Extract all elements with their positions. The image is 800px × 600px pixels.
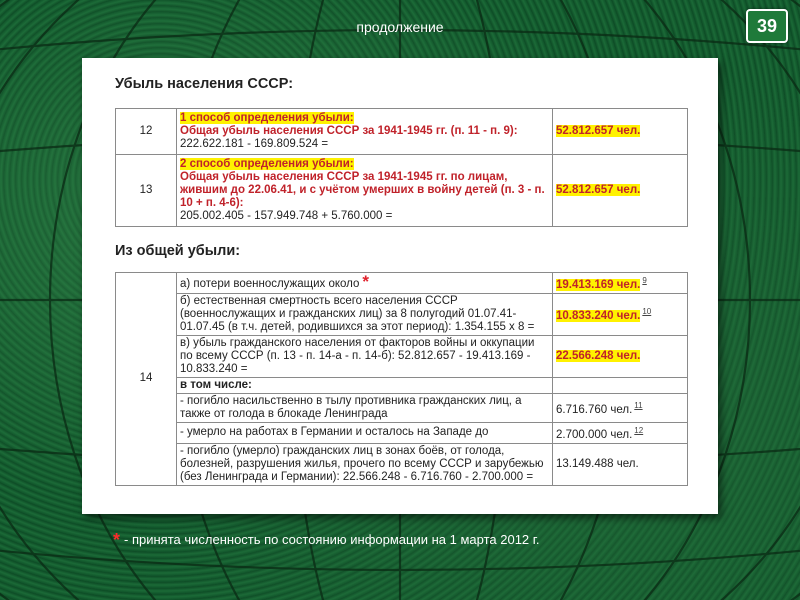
- row-value: 19.413.169 чел.: [556, 278, 641, 291]
- document-sheet: [82, 58, 718, 514]
- row-value-cell: [553, 293, 688, 335]
- losses-breakdown-table: [115, 272, 688, 486]
- row-number: 14: [116, 273, 177, 486]
- row-value-cell: [553, 273, 688, 294]
- row-value: 52.812.657 чел.: [556, 184, 641, 196]
- table-row: [116, 377, 688, 393]
- table-row: [116, 293, 688, 335]
- method-description: Общая убыль населения СССР за 1941-1945 гг. (п. 11 - п. 9):: [180, 125, 518, 137]
- row-number: 12: [116, 109, 177, 155]
- row-value-cell: [553, 335, 688, 377]
- row-text: а) потери военнослужащих около: [180, 277, 360, 290]
- method-heading: 2 способ определения убыли:: [180, 158, 354, 170]
- row-subheading: в том числе:: [177, 377, 553, 393]
- footnote: [113, 530, 540, 551]
- page-number-badge: 39: [746, 9, 788, 43]
- method-description: Общая убыль населения СССР за 1941-1945 гг. по лицам, жившим до 22.06.41, и с учётом умерших в войну детей (п. 3 - п. 10 + п. 4-6):: [180, 171, 545, 209]
- row-value: 13.149.488 чел.: [556, 457, 639, 470]
- header-title: продолжение: [356, 19, 444, 35]
- method-heading: 1 способ определения убыли:: [180, 112, 354, 124]
- section-title-losses: Убыль населения СССР:: [115, 76, 294, 92]
- row-description: - погибло насильственно в тылу противника гражданских лиц, а также от голода в блокаде Ленинграда: [177, 393, 553, 422]
- row-description: б) естественная смертность всего населения СССР (военнослужащих и гражданских лиц) за 8 полугодий 01.07.41-01.07.45 (в т.ч. детей, родившихся за этот период): 1.354.155 х 8 =: [177, 293, 553, 335]
- footnote-ref: 10: [642, 307, 652, 317]
- row-description: [177, 109, 553, 155]
- row-value-cell: [553, 393, 688, 422]
- row-value: 6.716.760 чел.: [556, 403, 633, 416]
- row-value-cell: [553, 155, 688, 227]
- row-value: 22.566.248 чел.: [556, 349, 641, 362]
- section-title-breakdown: Из общей убыли:: [115, 243, 241, 259]
- row-value-cell: [553, 422, 688, 443]
- row-description: [177, 273, 553, 294]
- table-row: [116, 393, 688, 422]
- table-row: [116, 109, 688, 155]
- footnote-asterisk: *: [113, 530, 121, 550]
- row-value-cell: [553, 109, 688, 155]
- table-row: [116, 443, 688, 485]
- row-description: [177, 155, 553, 227]
- footnote-ref: 11: [634, 400, 643, 410]
- row-value-cell: [553, 443, 688, 485]
- row-number: 13: [116, 155, 177, 227]
- losses-methods-table: [115, 108, 688, 227]
- row-value-cell: [553, 377, 688, 393]
- asterisk-mark: *: [362, 271, 370, 291]
- row-value: 52.812.657 чел.: [556, 125, 641, 137]
- footnote-text: - принята численность по состоянию информации на 1 марта 2012 г.: [124, 532, 540, 547]
- table-row: [116, 273, 688, 294]
- method-formula: 205.002.405 - 157.949.748 + 5.760.000 =: [180, 210, 393, 222]
- row-description: в) убыль гражданского населения от факторов войны и оккупации по всему СССР (п. 13 - п. 14-а - п. 14-б): 52.812.657 - 19.413.169 - 10.833.240 =: [177, 335, 553, 377]
- row-description: - погибло (умерло) гражданских лиц в зонах боёв, от голода, болезней, разрушения жилья, прочего по всему СССР и зарубежью (без Ленинграда и Германии): 22.566.248 - 6.716.760 - 2.700.000 =: [177, 443, 553, 485]
- row-value: 2.700.000 чел.: [556, 428, 633, 441]
- footnote-ref: 9: [642, 276, 647, 285]
- row-value: 10.833.240 чел.: [556, 310, 641, 323]
- table-row: [116, 422, 688, 443]
- table-row: [116, 335, 688, 377]
- method-formula: 222.622.181 - 169.809.524 =: [180, 138, 329, 150]
- row-description: - умерло на работах в Германии и осталось на Западе до: [177, 422, 553, 443]
- table-row: [116, 155, 688, 227]
- footnote-ref: 12: [634, 425, 644, 435]
